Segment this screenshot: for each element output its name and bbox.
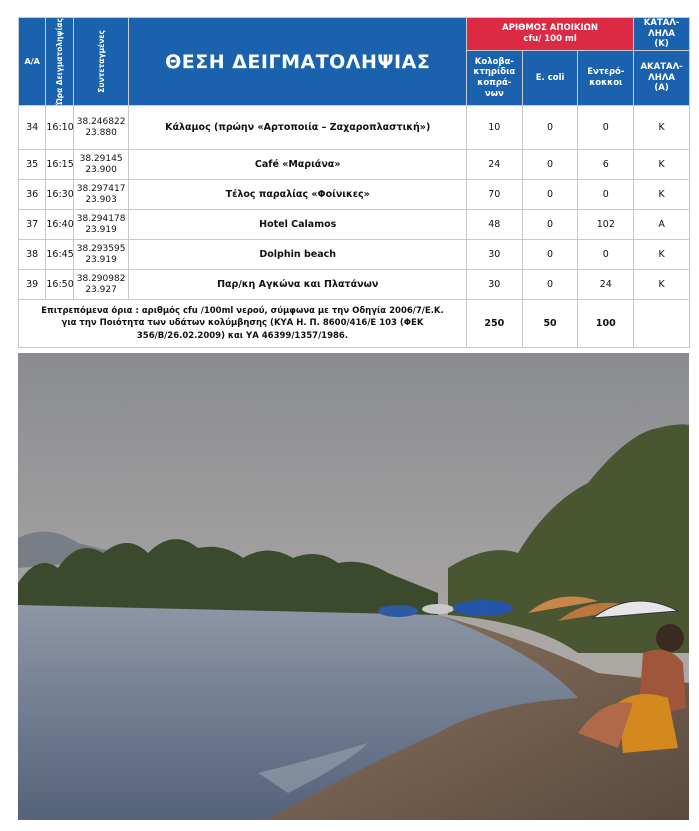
header-suitable: ΚΑΤΑΛ- ΛΗΛΑ (Κ) xyxy=(634,18,690,51)
table-row xyxy=(19,210,690,240)
table-row xyxy=(19,180,690,210)
row-coords: 38.297417 23.903 xyxy=(73,180,129,210)
row-aa: 36 xyxy=(19,180,46,210)
header-ecoli: E. coli xyxy=(522,50,578,105)
row-coliforms: 24 xyxy=(466,150,522,180)
limit-ecoli: 50 xyxy=(522,300,578,348)
row-enterococci: 0 xyxy=(578,106,634,150)
row-enterococci: 6 xyxy=(578,150,634,180)
header-coords: Συντεταγμένες xyxy=(73,18,129,106)
row-ecoli: 0 xyxy=(522,240,578,270)
row-location: Κάλαμος (πρώην «Αρτοποιία – Ζαχαροπλαστική») xyxy=(129,106,467,150)
row-rating: Α xyxy=(634,210,690,240)
limit-empty-cell xyxy=(634,300,690,348)
row-enterococci: 0 xyxy=(578,240,634,270)
row-location: Τέλος παραλίας «Φοίνικες» xyxy=(129,180,467,210)
row-time: 16:30 xyxy=(46,180,73,210)
row-location: Hotel Calamos xyxy=(129,210,467,240)
row-enterococci: 24 xyxy=(578,270,634,300)
row-aa: 37 xyxy=(19,210,46,240)
row-ecoli: 0 xyxy=(522,106,578,150)
row-time: 16:15 xyxy=(46,150,73,180)
table-row xyxy=(19,150,690,180)
row-coords: 38.293595 23.919 xyxy=(73,240,129,270)
header-aa: Α/Α xyxy=(19,18,46,106)
row-ecoli: 0 xyxy=(522,150,578,180)
table-row xyxy=(19,106,690,150)
row-enterococci: 0 xyxy=(578,180,634,210)
row-aa: 39 xyxy=(19,270,46,300)
water-quality-table xyxy=(18,17,690,348)
row-ecoli: 0 xyxy=(522,180,578,210)
row-time: 16:10 xyxy=(46,106,73,150)
row-coords: 38.246822 23.880 xyxy=(73,106,129,150)
row-rating: Κ xyxy=(634,106,690,150)
limits-row xyxy=(19,300,690,348)
row-enterococci: 102 xyxy=(578,210,634,240)
header-enterococci: Εντερό- κοκκοι xyxy=(578,50,634,105)
header-colonies-group: ΑΡΙΘΜΟΣ ΑΠΟΙΚΙΩΝ cfu/ 100 ml xyxy=(466,18,633,51)
header-coliforms: Κολοβα- κτηρίδια κοπρά- νων xyxy=(466,50,522,105)
row-aa: 38 xyxy=(19,240,46,270)
row-rating: Κ xyxy=(634,270,690,300)
row-coords: 38.29145 23.900 xyxy=(73,150,129,180)
row-time: 16:50 xyxy=(46,270,73,300)
row-aa: 35 xyxy=(19,150,46,180)
row-coords: 38.294178 23.919 xyxy=(73,210,129,240)
header-location: ΘΕΣΗ ΔΕΙΓΜΑΤΟΛΗΨΙΑΣ xyxy=(129,18,467,106)
table-row xyxy=(19,270,690,300)
row-coliforms: 30 xyxy=(466,240,522,270)
row-coliforms: 70 xyxy=(466,180,522,210)
row-coliforms: 30 xyxy=(466,270,522,300)
row-rating: Κ xyxy=(634,180,690,210)
row-rating: Κ xyxy=(634,240,690,270)
row-coliforms: 48 xyxy=(466,210,522,240)
row-ecoli: 0 xyxy=(522,210,578,240)
limit-enterococci: 100 xyxy=(578,300,634,348)
table-row xyxy=(19,240,690,270)
limit-coliforms: 250 xyxy=(466,300,522,348)
row-aa: 34 xyxy=(19,106,46,150)
row-coliforms: 10 xyxy=(466,106,522,150)
header-unsuitable: ΑΚΑΤΑΛ- ΛΗΛΑ (Α) xyxy=(634,50,690,105)
row-time: 16:45 xyxy=(46,240,73,270)
header-time: Ώρα Δειγματοληψίας xyxy=(46,18,73,106)
row-location: Dolphin beach xyxy=(129,240,467,270)
row-ecoli: 0 xyxy=(522,270,578,300)
row-location: Café «Μαριάνα» xyxy=(129,150,467,180)
row-coords: 38.290982 23.927 xyxy=(73,270,129,300)
beach-photo xyxy=(18,353,689,820)
row-rating: Κ xyxy=(634,150,690,180)
limits-note: Επιτρεπόμενα όρια : αριθμός cfu /100ml νερού, σύμφωνα με την Οδηγία 2006/7/Ε.Κ. για την Ποιότητα των υδάτων κολύμβησης (ΚΥΑ Η. Π. 8600/416/Ε 103 (ΦΕΚ 356/Β/26.02.2009) και ΥΑ 46399/1357/1986. xyxy=(19,300,467,348)
row-location: Παρ/κη Αγκώνα και Πλατάνων xyxy=(129,270,467,300)
row-time: 16:40 xyxy=(46,210,73,240)
